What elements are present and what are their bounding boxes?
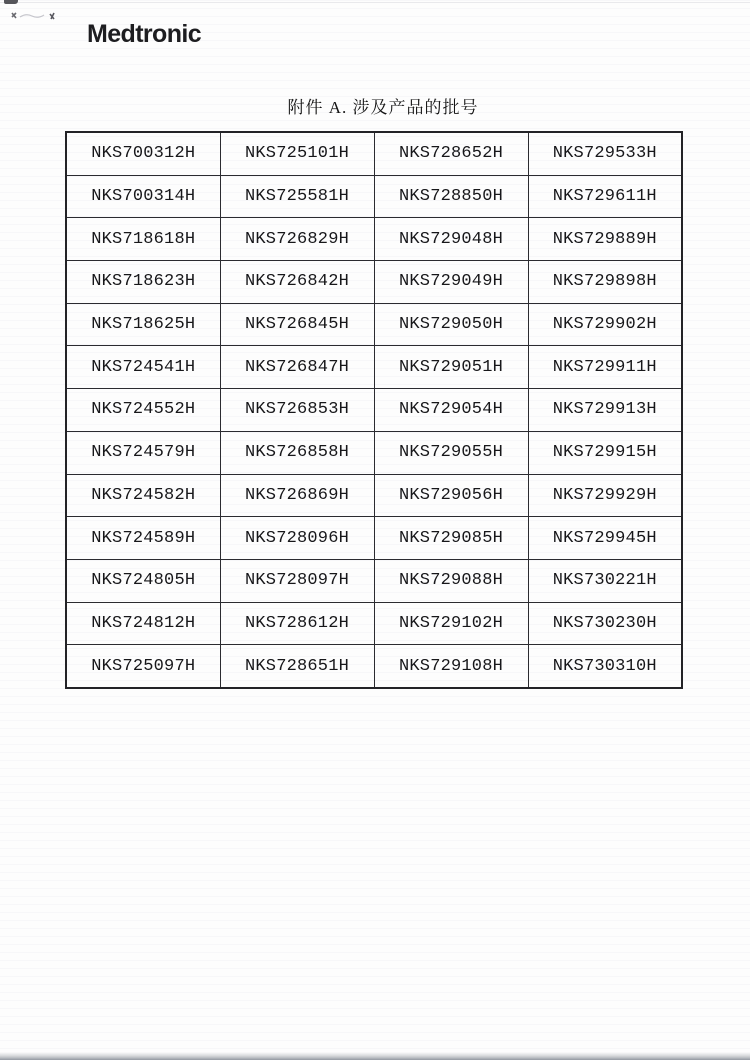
lot-number-cell: NKS729049H <box>374 261 528 304</box>
lot-number-cell: NKS729915H <box>528 431 682 474</box>
table-row <box>66 132 682 175</box>
table-row <box>66 261 682 304</box>
lot-number-cell: NKS728097H <box>220 559 374 602</box>
lot-number-cell: NKS724579H <box>66 431 220 474</box>
table-row <box>66 175 682 218</box>
lot-number-cell: NKS700314H <box>66 175 220 218</box>
lot-number-cell: NKS729085H <box>374 517 528 560</box>
lot-number-cell: NKS729889H <box>528 218 682 261</box>
lot-number-cell: NKS718618H <box>66 218 220 261</box>
scan-corner-artifact <box>4 0 18 4</box>
lot-number-cell: NKS728651H <box>220 645 374 688</box>
lot-number-cell: NKS728096H <box>220 517 374 560</box>
lot-number-cell: NKS730310H <box>528 645 682 688</box>
table-row <box>66 602 682 645</box>
lot-number-cell: NKS729898H <box>528 261 682 304</box>
lot-number-cell: NKS726858H <box>220 431 374 474</box>
lot-number-cell: NKS729051H <box>374 346 528 389</box>
lot-number-cell: NKS729054H <box>374 389 528 432</box>
lot-number-table <box>65 131 683 689</box>
lot-table-body <box>66 132 682 688</box>
lot-number-cell: NKS729929H <box>528 474 682 517</box>
lot-number-cell: NKS729088H <box>374 559 528 602</box>
table-row <box>66 517 682 560</box>
lot-number-cell: NKS725581H <box>220 175 374 218</box>
lot-number-cell: NKS724589H <box>66 517 220 560</box>
lot-number-cell: NKS729945H <box>528 517 682 560</box>
scan-top-hairline <box>0 2 750 3</box>
table-row <box>66 474 682 517</box>
lot-number-cell: NKS729913H <box>528 389 682 432</box>
medtronic-logo: Medtronic <box>87 20 202 48</box>
lot-number-cell: NKS729911H <box>528 346 682 389</box>
lot-number-cell: NKS724541H <box>66 346 220 389</box>
lot-number-cell: NKS729902H <box>528 303 682 346</box>
table-row <box>66 218 682 261</box>
lot-number-cell: NKS728612H <box>220 602 374 645</box>
table-row <box>66 559 682 602</box>
lot-number-cell: NKS724582H <box>66 474 220 517</box>
lot-number-cell: NKS726847H <box>220 346 374 389</box>
lot-number-cell: NKS718623H <box>66 261 220 304</box>
lot-number-cell: NKS724552H <box>66 389 220 432</box>
lot-number-cell: NKS729108H <box>374 645 528 688</box>
lot-number-cell: NKS730230H <box>528 602 682 645</box>
lot-number-cell: NKS729102H <box>374 602 528 645</box>
table-row <box>66 645 682 688</box>
lot-number-cell: NKS730221H <box>528 559 682 602</box>
lot-number-cell: NKS725097H <box>66 645 220 688</box>
lot-number-cell: NKS729533H <box>528 132 682 175</box>
lot-number-cell: NKS718625H <box>66 303 220 346</box>
lot-number-cell: NKS726869H <box>220 474 374 517</box>
lot-number-cell: NKS726845H <box>220 303 374 346</box>
lot-number-cell: NKS729050H <box>374 303 528 346</box>
lot-number-cell: NKS729055H <box>374 431 528 474</box>
table-row <box>66 431 682 474</box>
lot-number-cell: NKS726829H <box>220 218 374 261</box>
table-row <box>66 346 682 389</box>
lot-number-cell: NKS724812H <box>66 602 220 645</box>
lot-number-cell: NKS729611H <box>528 175 682 218</box>
lot-number-cell: NKS729048H <box>374 218 528 261</box>
attachment-title: 附件 A. 涉及产品的批号 <box>287 98 479 117</box>
lot-number-cell: NKS725101H <box>220 132 374 175</box>
lot-number-cell: NKS728652H <box>374 132 528 175</box>
lot-number-cell: NKS726853H <box>220 389 374 432</box>
lot-number-cell: NKS729056H <box>374 474 528 517</box>
lot-number-cell: NKS726842H <box>220 261 374 304</box>
table-row <box>66 389 682 432</box>
lot-number-cell: NKS700312H <box>66 132 220 175</box>
table-row <box>66 303 682 346</box>
lot-number-cell: NKS728850H <box>374 175 528 218</box>
lot-number-cell: NKS724805H <box>66 559 220 602</box>
scan-bottom-edge-shadow <box>0 1052 750 1060</box>
pencil-scribble-artifact <box>10 10 64 24</box>
